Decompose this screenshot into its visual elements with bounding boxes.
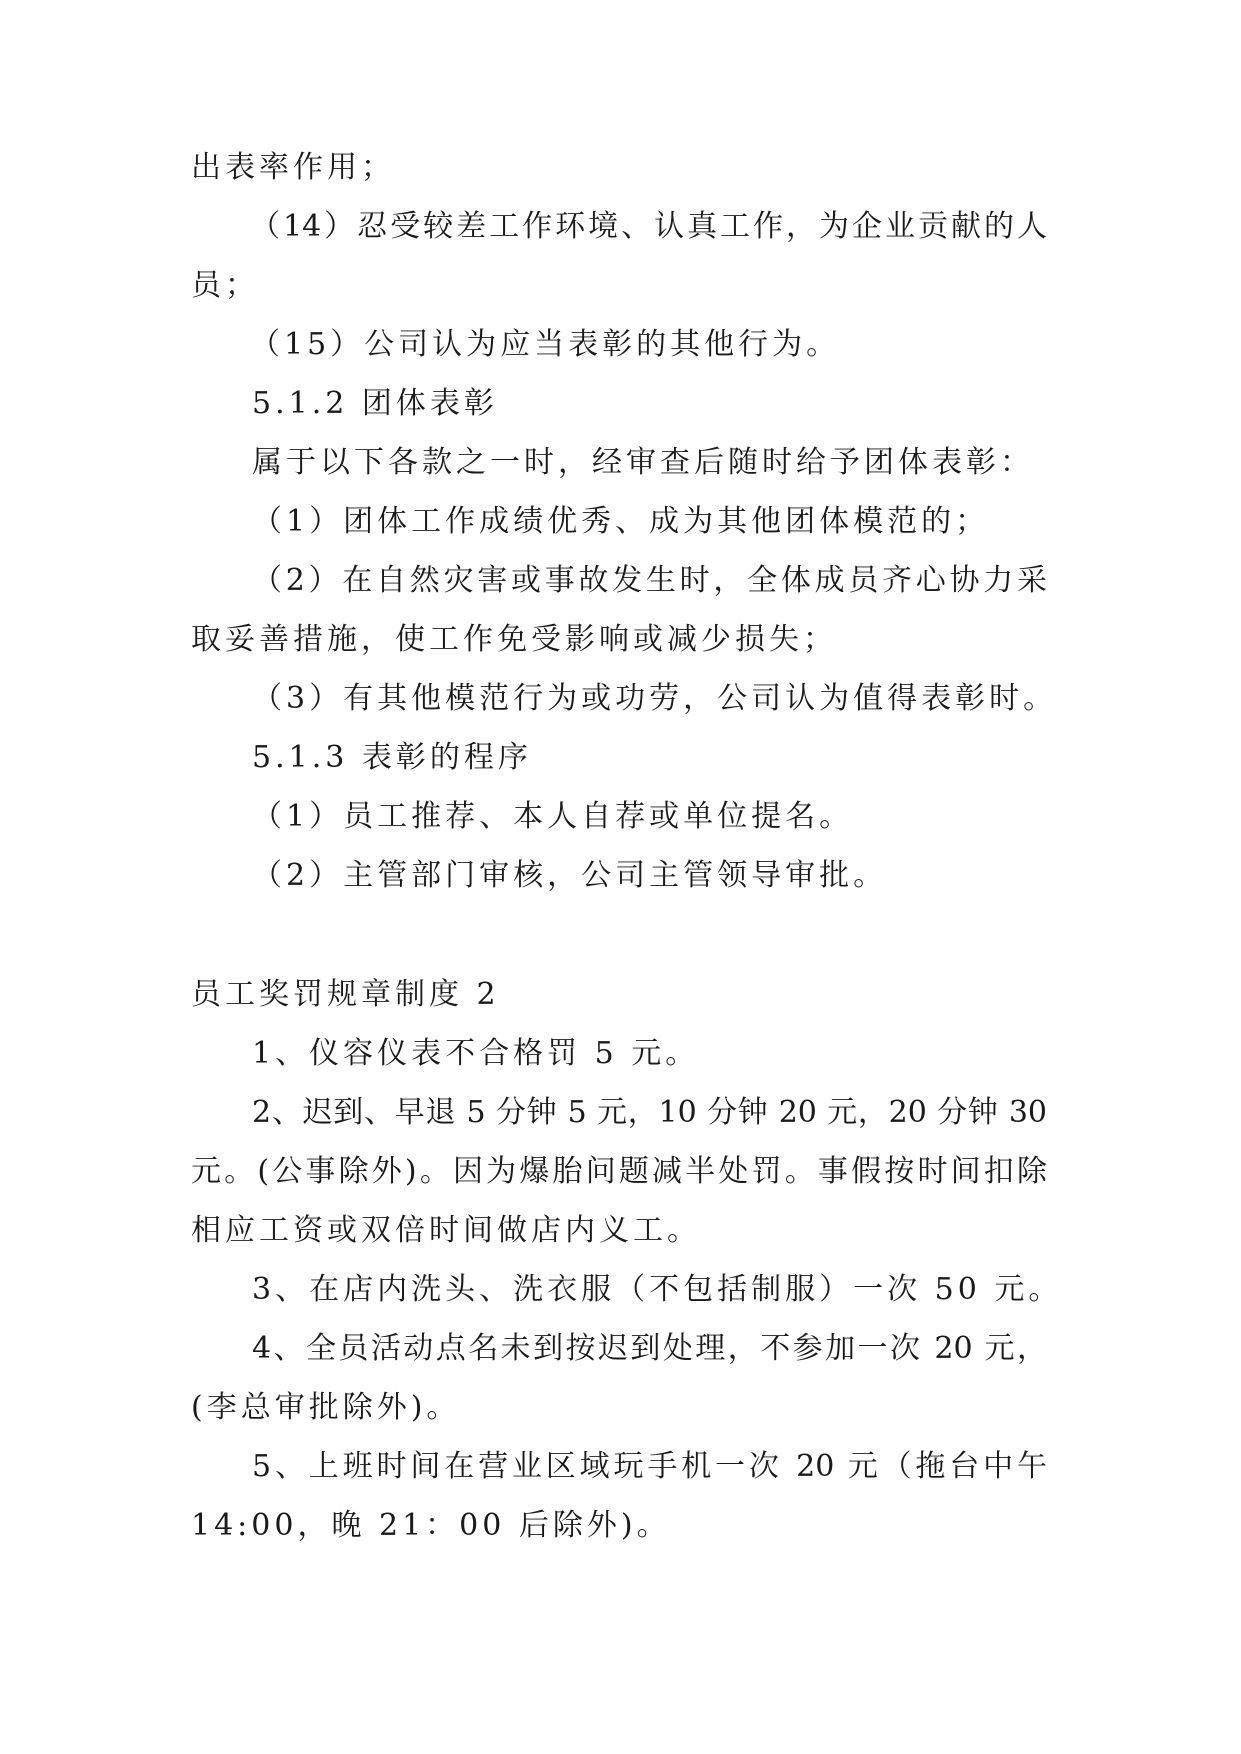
text-line: 员； [191,268,259,303]
text-line: （1）团体工作成绩优秀、成为其他团体模范的； [252,504,990,539]
text-line: 14:00，晚 21：00 后除外)。 [191,1508,671,1543]
subsection-heading: 5.1.3 表彰的程序 [252,740,532,775]
section-title: 员工奖罚规章制度 2 [191,977,500,1012]
text-line: （1）员工推荐、本人自荐或单位提名。 [252,799,854,834]
text-line: 相应工资或双倍时间做店内义工。 [191,1213,701,1248]
text-line: 2、迟到、早退 5 分钟 5 元，10 分钟 20 元，20 分钟 30 [252,1095,1047,1130]
text-line: 3、在店内洗头、洗衣服（不包括制服）一次 50 元。 [252,1272,1063,1307]
text-line: （2）在自然灾害或事故发生时，全体成员齐心协力采 [252,563,1047,598]
text-line: 出表率作用； [191,150,395,185]
text-line: 元。(公事除外)。因为爆胎问题减半处罚。事假按时间扣除 [191,1154,1047,1189]
text-line: 5、上班时间在营业区域玩手机一次 20 元（拖台中午 [252,1449,1047,1484]
text-line: 取妥善措施，使工作免受影响或减少损失； [191,622,837,657]
text-line: 4、全员活动点名未到按迟到处理，不参加一次 20 元， [252,1331,1047,1366]
text-line: 1、仪容仪表不合格罚 5 元。 [252,1036,700,1071]
text-line: (李总审批除外)。 [191,1390,461,1425]
subsection-heading: 5.1.2 团体表彰 [252,386,498,421]
text-line: （2）主管部门审核，公司主管领导审批。 [252,858,888,893]
text-line: （3）有其他模范行为或功劳，公司认为值得表彰时。 [252,681,1058,716]
text-line: （15）公司认为应当表彰的其他行为。 [250,327,841,362]
text-line: （14）忍受较差工作环境、认真工作，为企业贡献的人 [250,209,1047,244]
text-line: 属于以下各款之一时，经审查后随时给予团体表彰： [252,445,1034,480]
